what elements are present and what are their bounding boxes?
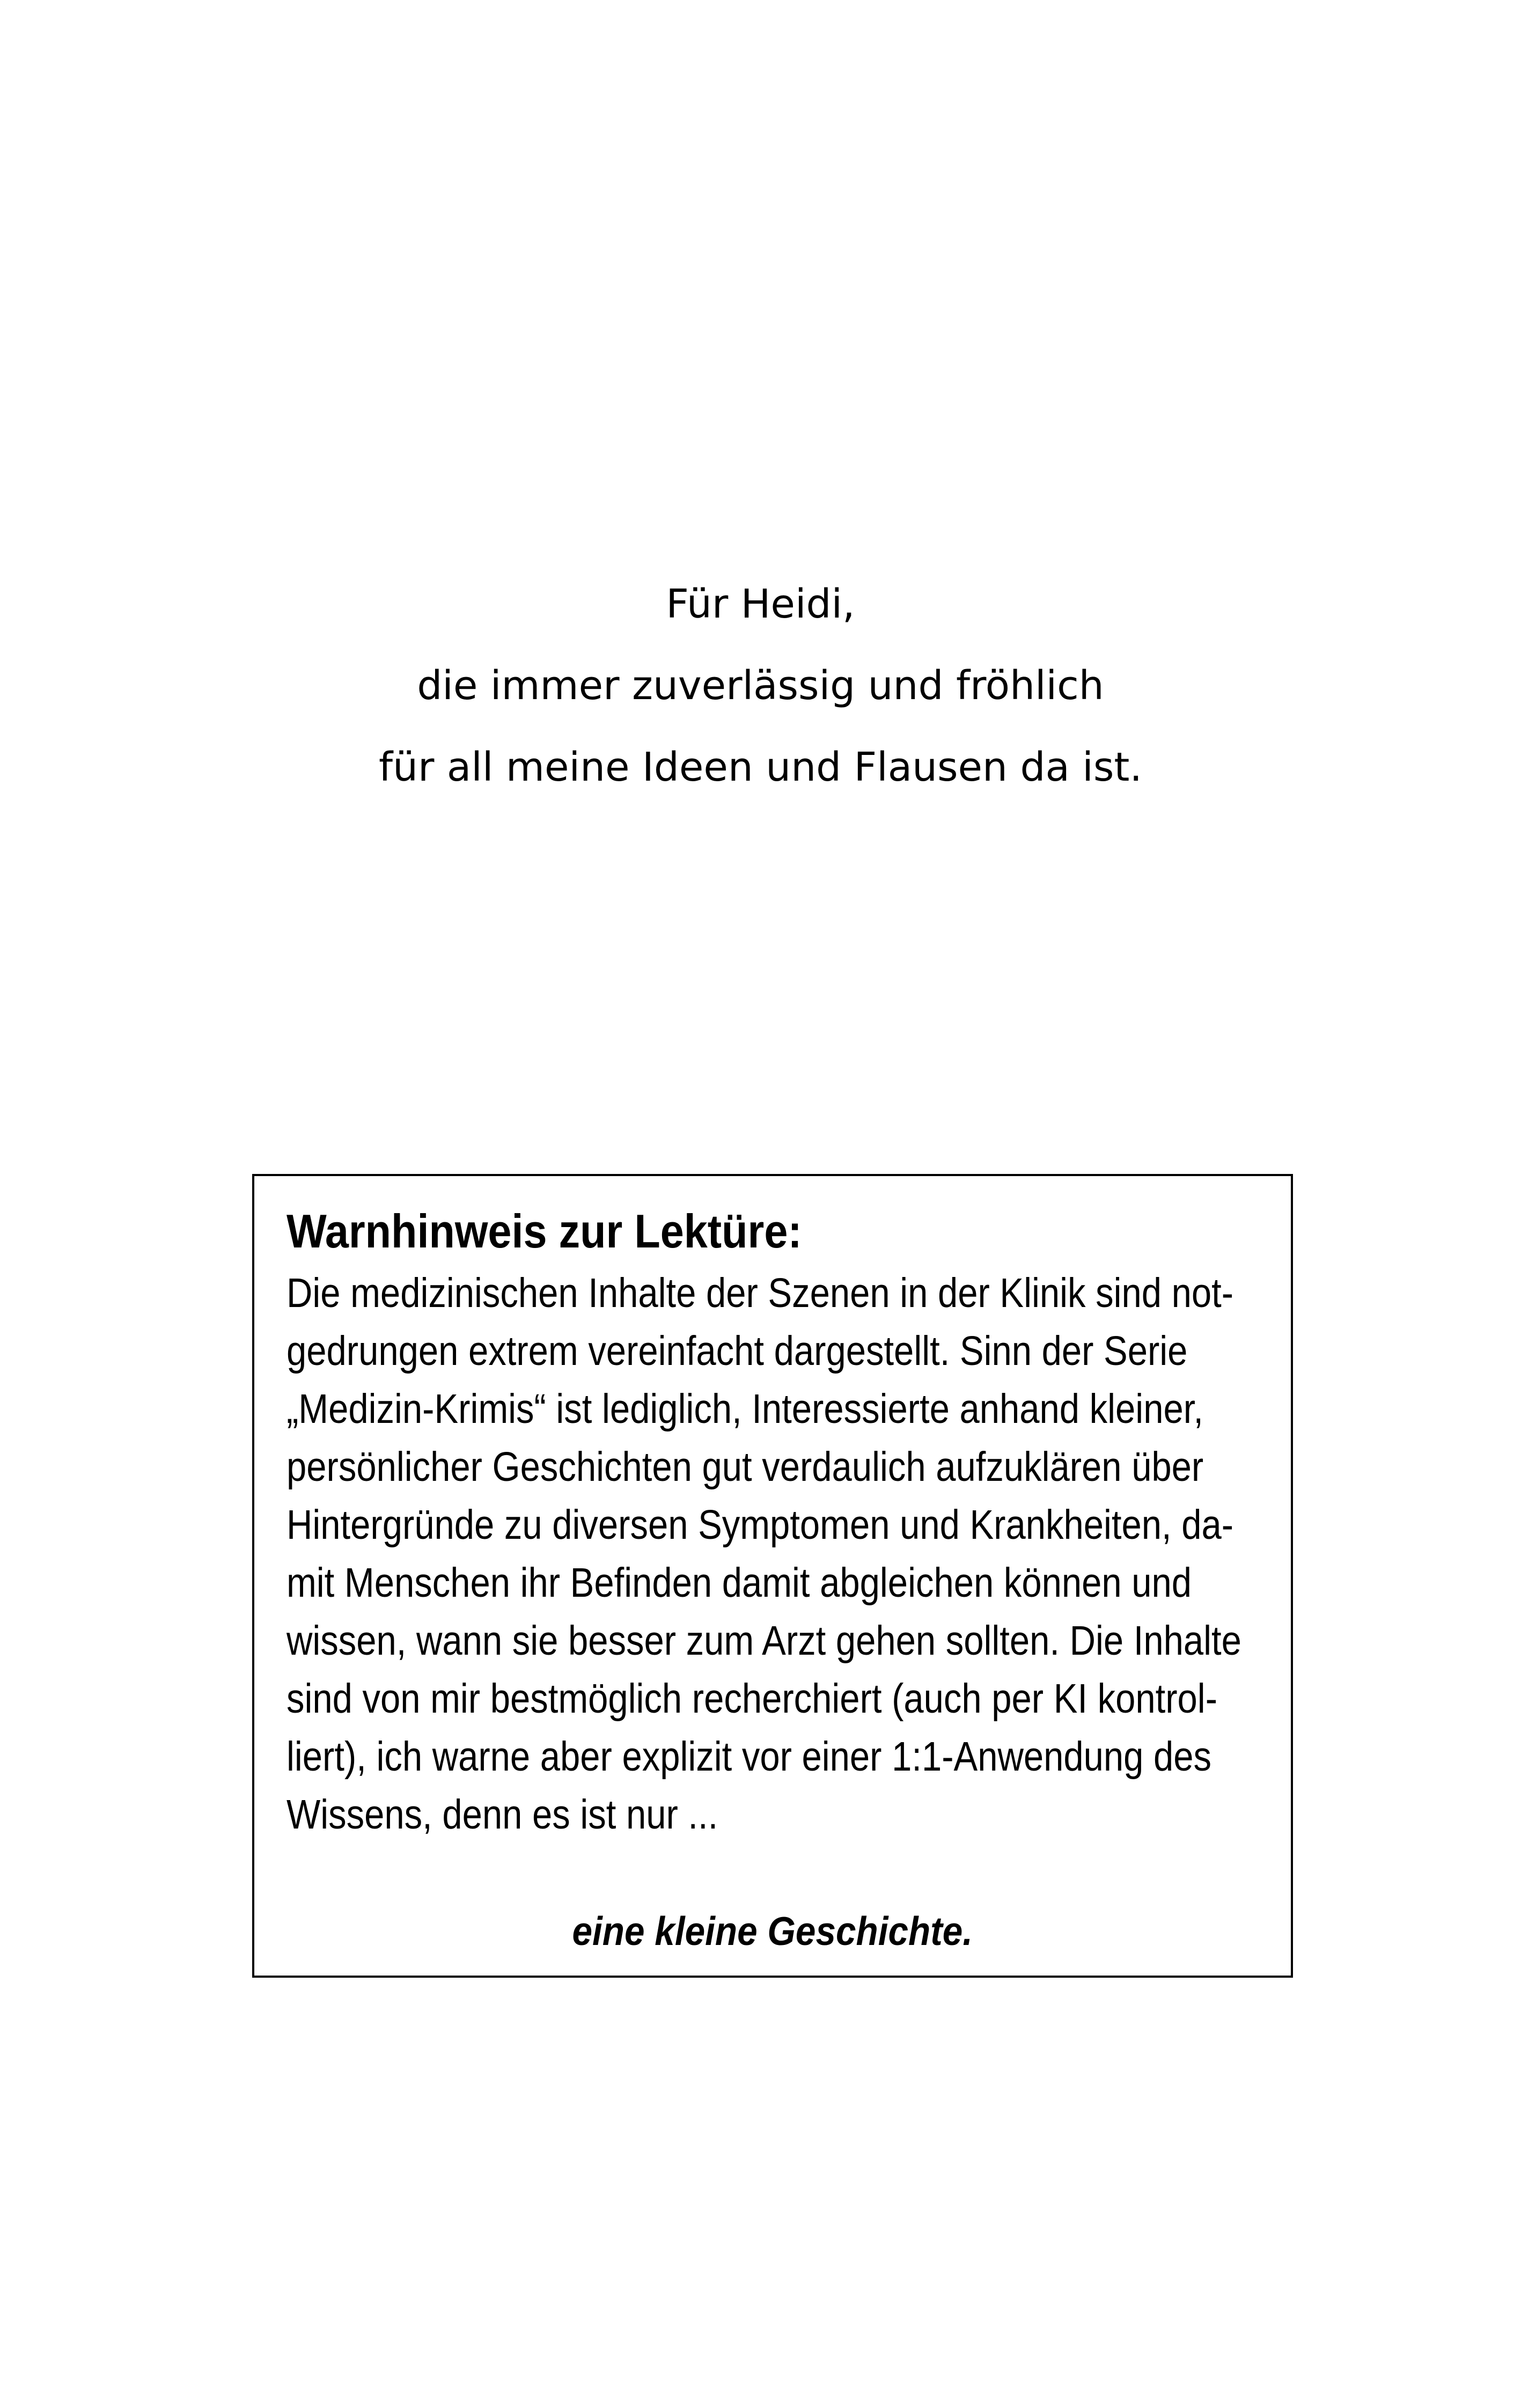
warning-body-line: gedrungen extrem vereinfacht dargestellt. Sinn der Serie [286,1328,1188,1374]
warning-tagline-text: eine kleine Geschichte. [572,1908,973,1954]
dedication-line: für all meine Ideen und Flausen da ist. [379,744,1142,790]
warning-body-line: liert), ich warne aber explizit vor einer 1:1-Anwendung des [286,1734,1212,1780]
warning-title: Warnhinweis zur Lektüre: [286,1205,802,1258]
warning-body-line: wissen, wann sie besser zum Arzt gehen sollten. Die Inhalte [286,1618,1241,1664]
warning-body-line: Die medizinischen Inhalte der Szenen in der Klinik sind not- [286,1270,1234,1316]
warning-body-line: Hintergründe zu diversen Symptomen und Krankheiten, da- [286,1502,1234,1548]
dedication [0,563,1521,808]
dedication-line: Für Heidi, [666,581,855,627]
warning-body-line: persönlicher Geschichten gut verdaulich aufzuklären über [286,1444,1204,1490]
warning-body-line: mit Menschen ihr Befinden damit abgleichen können und [286,1560,1192,1606]
warning-tagline [254,1907,1291,1955]
warning-body-line: „Medizin-Krimis“ ist lediglich, Interessierte anhand kleiner, [286,1386,1203,1432]
dedication-line: die immer zuverlässig und fröhlich [417,663,1104,709]
warning-body-line: Wissens, denn es ist nur ... [286,1792,718,1838]
warning-box [252,1174,1293,1978]
warning-body [286,1264,1241,1844]
warning-body-line: sind von mir bestmöglich recherchiert (auch per KI kontrol- [286,1676,1218,1722]
